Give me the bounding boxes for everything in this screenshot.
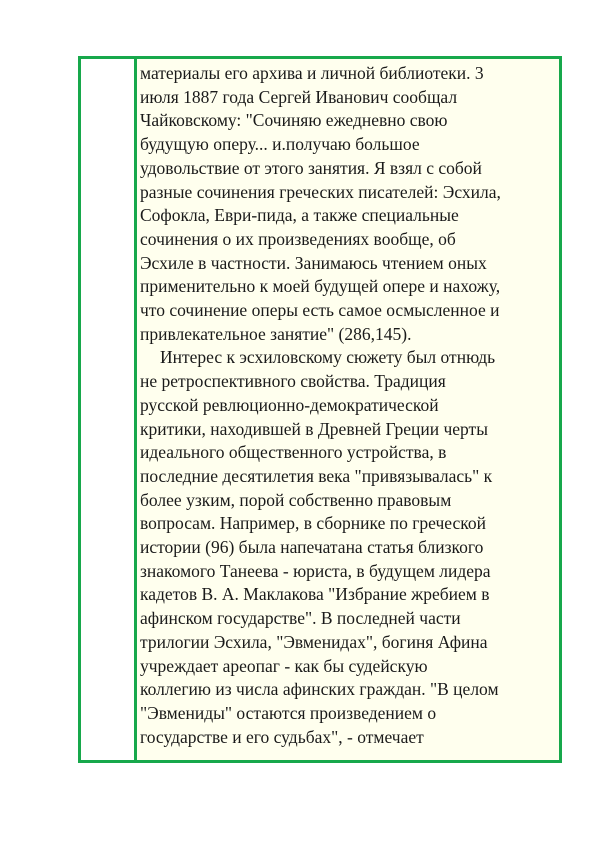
- text-line: Чайковскому: "Сочиняю ежедневно свою: [140, 110, 448, 131]
- text-line: кадетов В. А. Маклакова "Избрание жребием в: [140, 584, 490, 605]
- text-line: государстве и его судьбах", - отмечает: [140, 726, 424, 747]
- text-line: привлекательное занятие" (286,145).: [140, 323, 412, 344]
- text-line: "Эвмениды" остаются произведением о: [140, 702, 437, 723]
- text-line: критики, находившей в Древней Греции черты: [140, 418, 488, 439]
- text-line: Эсхиле в частности. Занимаюсь чтением оных: [140, 252, 487, 273]
- text-line: что сочинение оперы есть самое осмысленное и: [140, 300, 500, 321]
- text-line: коллегию из числа афинских граждан. "В целом: [140, 679, 499, 700]
- text-line: вопросам. Например, в сборнике по греческой: [140, 513, 486, 534]
- text-line: идеального общественного устройства, в: [140, 442, 447, 463]
- text-line: учреждает ареопаг - как бы судейскую: [140, 655, 428, 676]
- text-line: материалы его архива и личной библиотеки. 3: [140, 63, 484, 83]
- text-line: удовольствие от этого занятия. Я взял с собой: [140, 157, 482, 178]
- text-line: последние десятилетия века "привязывалась" к: [140, 465, 493, 486]
- text-line: знакомого Танеева - юриста, в будущем лидера: [140, 560, 491, 581]
- text-line: не ретроспективного свойства. Традиция: [140, 371, 446, 392]
- text-line: июля 1887 года Сергей Иванович сообщал: [140, 86, 458, 107]
- text-line: разные сочинения греческих писателей: Эсхила,: [140, 181, 501, 202]
- page-frame: [78, 56, 562, 763]
- text-line: более узким, порой собственно правовым: [140, 489, 452, 510]
- text-line: истории (96) была напечатана статья близкого: [140, 537, 484, 558]
- left-margin-column: [81, 59, 134, 760]
- paragraph-start-line: Интерес к эсхиловскому сюжету был отнюдь: [160, 347, 496, 368]
- text-line: будущую оперу... и.получаю большое: [140, 134, 420, 155]
- text-line: сочинения о их произведениях вообще, об: [140, 228, 456, 249]
- text-line: применительно к моей будущей опере и нахожу,: [140, 276, 501, 297]
- text-column: [137, 59, 559, 760]
- text-line: трилогии Эсхила, "Эвменидах", богиня Афина: [140, 631, 488, 652]
- text-line: Софокла, Еври-пида, а также специальные: [140, 205, 459, 226]
- text-line: русской ревлюционно-демократической: [140, 394, 439, 415]
- text-line: афинском государстве". В последней части: [140, 608, 461, 629]
